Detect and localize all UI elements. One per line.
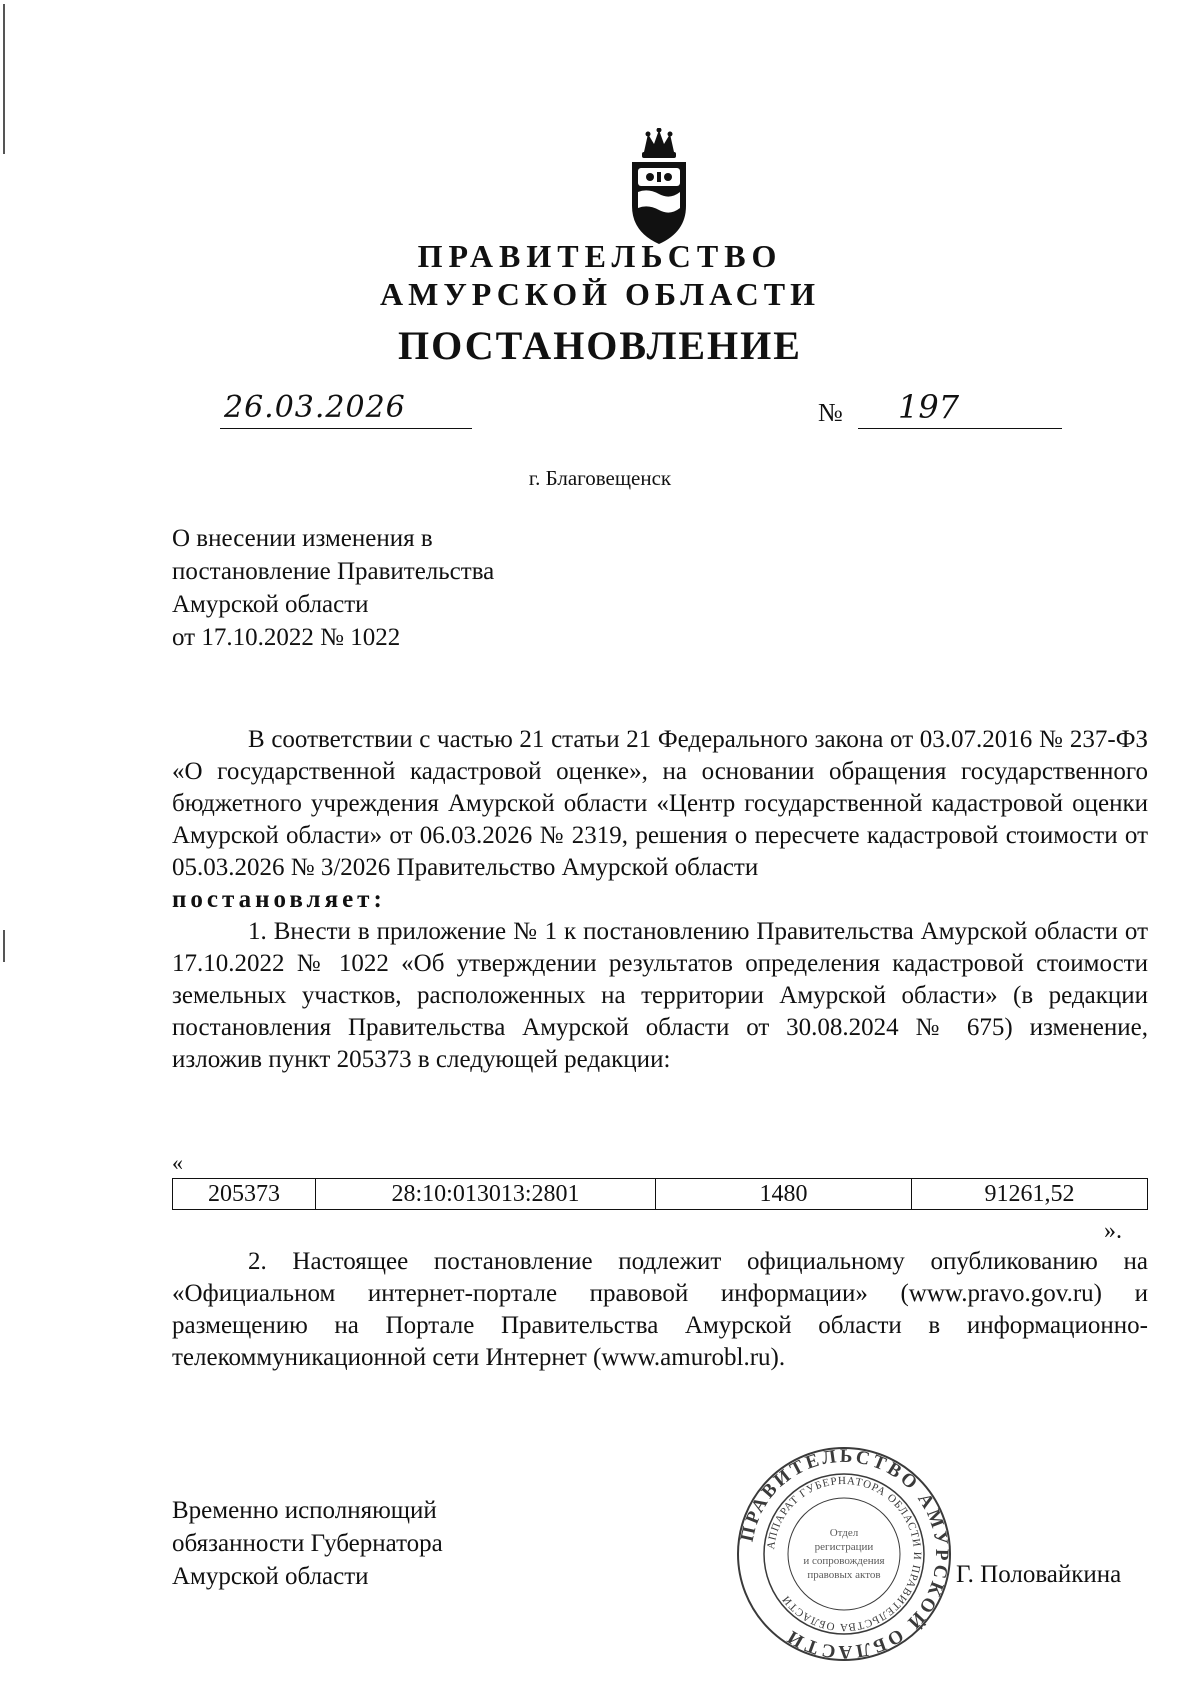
signer-title-line: обязанности Губернатора	[172, 1530, 443, 1557]
document-body	[172, 724, 1148, 1076]
official-seal-stamp	[734, 1444, 954, 1664]
decides-heading: постановляет:	[172, 886, 386, 913]
item-1-paragraph: 1. Внести в приложение № 1 к постановлению Правительства Амурской области от 17.10.2022 № 1022 «Об утверждении результатов определения кадастровой стоимости земельных участков, расположенных на территории Амурской области» (в редакции постановления Правительства Амурской области от 30.08.2024 № 675) изменение, изложив пункт 205373 в следующей редакции:	[172, 918, 1148, 1073]
amendment-table	[172, 1178, 1148, 1210]
table-cell-item-number: 205373	[173, 1179, 316, 1210]
seal-center-line: правовых актов	[807, 1569, 881, 1581]
signer-title	[172, 1494, 443, 1593]
seal-outer-text: ПРАВИТЕЛЬСТВО АМУРСКОЙ ОБЛАСТИ	[736, 1445, 953, 1663]
quote-close-mark: ».	[1104, 1218, 1122, 1244]
number-sign: №	[818, 398, 843, 427]
item-2-paragraph: 2. Настоящее постановление подлежит официальному опубликованию на «Официальном интернет-портале правовой информации» (www.pravo.gov.ru) и размещению на Портале Правительства Амурской области в информационно-телекоммуникационной сети Интернет (www.amurobl.ru).	[172, 1248, 1148, 1371]
seal-center-line: и сопровождения	[803, 1555, 885, 1567]
coat-of-arms-icon	[628, 128, 690, 248]
table-cell-cadastral-value: 91261,52	[912, 1179, 1148, 1210]
issue-city: г. Благовещенск	[528, 466, 672, 490]
document-subject	[172, 522, 494, 654]
seal-inner-text: АППАРАТ ГУБЕРНАТОРА ОБЛАСТИ И ПРАВИТЕЛЬСТВА ОБЛАСТИ	[765, 1474, 924, 1634]
table-cell-area: 1480	[656, 1179, 912, 1210]
signer-title-line: Амурской области	[172, 1563, 369, 1590]
signer-title-line: Временно исполняющий	[172, 1497, 437, 1524]
number-underline	[858, 428, 1062, 429]
scan-margin-mark	[3, 4, 5, 154]
signer-name: Г. Половайкина	[956, 1561, 1122, 1588]
date-underline	[220, 428, 472, 429]
document-body-continued	[172, 1246, 1148, 1374]
seal-center-line: регистрации	[814, 1541, 874, 1553]
preamble-paragraph: В соответствии с частью 21 статьи 21 Федерального закона от 03.07.2016 № 237-ФЗ «О государственной кадастровой оценке», на основании обращения государственного бюджетного учреждения Амурской области «Центр государственной кадастровой оценки Амурской области» от 06.03.2026 № 2319, решения о пересчете кадастровой стоимости от 05.03.2026 № 3/2026 Правительство Амурской области	[172, 726, 1148, 881]
subject-line: от 17.10.2022 № 1022	[172, 624, 401, 651]
table-row	[173, 1179, 1148, 1210]
scan-margin-mark	[3, 930, 5, 962]
subject-line: О внесении изменения в	[172, 525, 433, 552]
government-name-line1: ПРАВИТЕЛЬСТВО	[417, 238, 783, 274]
table-cell-cadastral-number: 28:10:013013:2801	[316, 1179, 656, 1210]
document-type-title: ПОСТАНОВЛЕНИЕ	[398, 323, 802, 368]
subject-line: Амурской области	[172, 591, 369, 618]
document-date-handwritten: 26.03.2026	[224, 390, 406, 425]
document-number-handwritten: 197	[898, 388, 960, 426]
seal-center-line: Отдел	[829, 1527, 859, 1539]
svg-text:АППАРАТ ГУБЕРНАТОРА ОБЛАСТИ И	[765, 1475, 923, 1633]
subject-line: постановление Правительства	[172, 558, 495, 585]
quote-open-mark: «	[172, 1150, 183, 1175]
government-name-line2: АМУРСКОЙ ОБЛАСТИ	[380, 276, 820, 312]
